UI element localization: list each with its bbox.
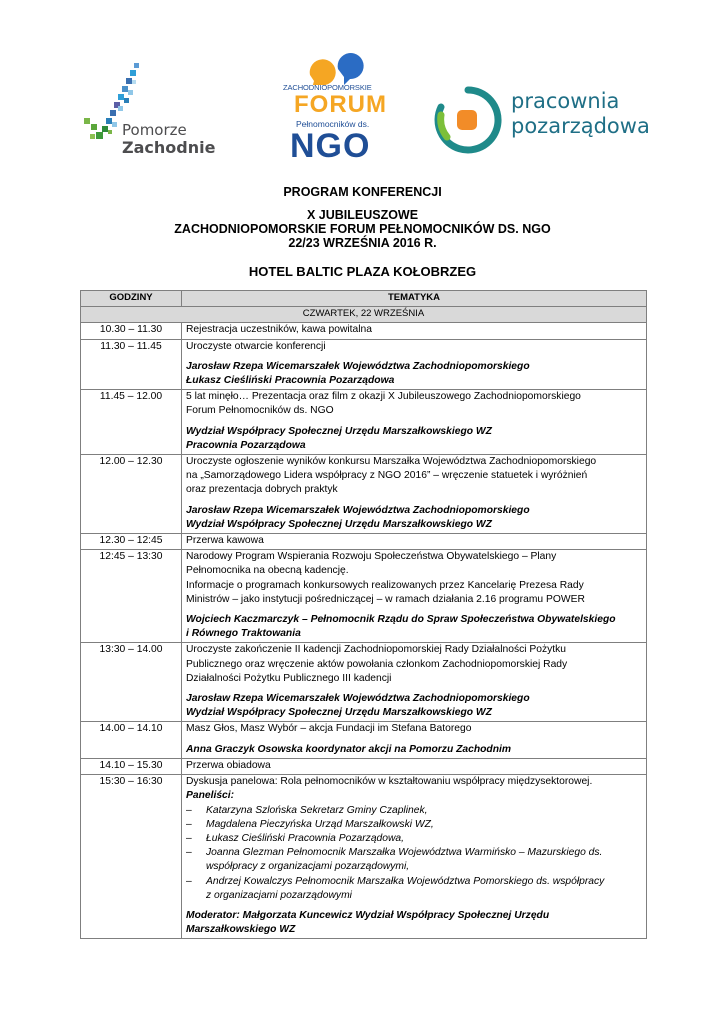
row-time: 11.30 – 11.45 bbox=[81, 339, 182, 390]
panelist-item bbox=[186, 846, 642, 874]
topic-line: Informacje o programach konkursowych realizowanych przez Kancelarię Prezesa Rady bbox=[186, 579, 584, 591]
jubilee-heading: X JUBILEUSZOWE bbox=[306, 208, 419, 222]
panelist-line: – Joanna Glezman Pełnomocnik Marszałka Województwa Warmińsko – Mazurskiego ds. bbox=[206, 847, 603, 859]
row-topic bbox=[182, 323, 647, 339]
row-topic bbox=[182, 455, 647, 534]
row-topic bbox=[182, 722, 647, 758]
speaker-line: Jarosław Rzepa Wicemarszałek Województwa Zachodniopomorskiego bbox=[186, 504, 530, 516]
topic-line: Forum Pełnomocników ds. NGO bbox=[186, 405, 334, 417]
schedule-rows bbox=[81, 323, 647, 775]
speaker-line: Jarosław Rzepa Wicemarszałek Województwa Zachodniopomorskiego bbox=[186, 693, 530, 705]
row-time: 15:30 – 16:30 bbox=[81, 775, 182, 939]
row-time: 12:45 – 13:30 bbox=[81, 550, 182, 643]
table-row bbox=[81, 339, 647, 390]
row-time: 11.45 – 12.00 bbox=[81, 390, 182, 455]
speaker-line: Łukasz Cieśliński Pracownia Pozarządowa bbox=[186, 375, 395, 387]
forum-logo-region: ZACHODNIOPOMORSKIE bbox=[283, 83, 372, 92]
table-row bbox=[81, 643, 647, 722]
table-row bbox=[81, 455, 647, 534]
speaker-line: Wydział Współpracy Społecznej Urzędu Marszałkowskiego WZ bbox=[186, 518, 492, 530]
moderator-line: Moderator: Małgorzata Kuncewicz Wydział Współpracy Społecznej Urzędu bbox=[186, 909, 550, 921]
topic-line: na „Samorządowego Lidera współpracy z NGO 2016” – wręczenie statuetek i wyróżnień bbox=[186, 470, 588, 482]
row-time: 12.30 – 12:45 bbox=[81, 534, 182, 550]
program-heading: PROGRAM KONFERENCJI bbox=[283, 185, 442, 199]
panelist-line: – Katarzyna Szlońska Sekretarz Gminy Czaplinek, bbox=[206, 804, 428, 816]
circle-square-icon bbox=[433, 85, 503, 155]
row-topic bbox=[182, 643, 647, 722]
program-table bbox=[80, 290, 647, 939]
pracownia-logo-line2: pozarządowa bbox=[511, 114, 650, 138]
column-header-time: GODZINY bbox=[81, 291, 182, 307]
speaker-line: Wydział Współpracy Społecznej Urzędu Marszałkowskiego WZ bbox=[186, 707, 492, 719]
panelist-line: – Łukasz Cieśliński Pracownia Pozarządowa, bbox=[206, 832, 405, 844]
panelists-label: Paneliści: bbox=[186, 790, 235, 802]
pracownia-logo-line1: pracownia bbox=[511, 89, 620, 113]
panelist-line: – Andrzej Kowalczys Pełnomocnik Marszałka Województwa Pomorskiego ds. współpracy bbox=[206, 875, 605, 887]
row-topic bbox=[182, 550, 647, 643]
panel-topic: Dyskusja panelowa: Rola pełnomocników w kształtowaniu współpracy międzysektorowej. bbox=[186, 776, 593, 788]
row-topic bbox=[182, 758, 647, 774]
speaker-line: Jarosław Rzepa Wicemarszałek Województwa Zachodniopomorskiego bbox=[186, 360, 530, 372]
forum-logo-subtitle: Pełnomocników ds. bbox=[296, 119, 370, 129]
topic-line: Przerwa obiadowa bbox=[186, 759, 271, 771]
table-row-panel bbox=[81, 775, 647, 939]
panelist-line: z organizacjami pozarządowymi bbox=[206, 889, 352, 901]
pomorze-zachodnie-logo bbox=[80, 60, 220, 160]
table-row bbox=[81, 534, 647, 550]
speaker-line: i Równego Traktowania bbox=[186, 628, 301, 640]
forum-logo-ngo: NGO bbox=[290, 127, 371, 165]
pomorze-logo-line1: Pomorze bbox=[122, 121, 187, 139]
panelist-line: – Magdalena Pieczyńska Urząd Marszałkowski WZ, bbox=[206, 818, 434, 830]
day-label: CZWARTEK, 22 WRZEŚNIA bbox=[81, 307, 647, 323]
table-header-row bbox=[81, 291, 647, 307]
logo-bar bbox=[0, 0, 725, 170]
row-topic bbox=[182, 775, 647, 939]
topic-line: Narodowy Program Wspierania Rozwoju Społeczeństwa Obywatelskiego – Plany bbox=[186, 551, 557, 563]
topic-line: Działalności Pożytku Publicznego III kadencji bbox=[186, 672, 392, 684]
moderator-line: Marszałkowskiego WZ bbox=[186, 924, 296, 936]
forum-logo-word: FORUM bbox=[294, 91, 387, 118]
row-topic bbox=[182, 390, 647, 455]
row-topic bbox=[182, 534, 647, 550]
speech-bubbles-icon bbox=[280, 45, 390, 85]
topic-line: Uroczyste zakończenie II kadencji Zachodniopomorskiej Rady Działalności Pożytku bbox=[186, 644, 567, 656]
topic-line: Ministrów – jako instytucji pośredniczącej – w ramach działania 2.16 programu POWER bbox=[186, 593, 585, 605]
speaker-line: Wojciech Kaczmarczyk – Pełnomocnik Rządu do Spraw Społeczeństwa Obywatelskiego bbox=[186, 614, 616, 626]
panelist-item bbox=[186, 818, 642, 832]
forum-name-heading: ZACHODNIOPOMORSKIE FORUM PEŁNOMOCNIKÓW DS. NGO bbox=[174, 222, 551, 236]
pracownia-pozarzadowa-logo bbox=[433, 85, 653, 165]
panelist-item bbox=[186, 875, 642, 903]
speaker-line: Pracownia Pozarządowa bbox=[186, 439, 306, 451]
topic-line: 5 lat minęło… Prezentacja oraz film z okazji X Jubileuszowego Zachodniopomorskiego bbox=[186, 391, 581, 403]
topic-line: oraz prezentacja dobrych praktyk bbox=[186, 484, 338, 496]
panelist-item bbox=[186, 832, 642, 846]
topic-line: Uroczyste otwarcie konferencji bbox=[186, 340, 326, 352]
topic-line: Rejestracja uczestników, kawa powitalna bbox=[186, 324, 373, 336]
row-time: 12.00 – 12.30 bbox=[81, 455, 182, 534]
table-row bbox=[81, 390, 647, 455]
table-row bbox=[81, 722, 647, 758]
row-time: 13:30 – 14.00 bbox=[81, 643, 182, 722]
topic-line: Masz Głos, Masz Wybór – akcja Fundacji im Stefana Batorego bbox=[186, 723, 472, 735]
topic-line: Pełnomocnika na obecną kadencję. bbox=[186, 565, 349, 577]
table-row bbox=[81, 550, 647, 643]
speaker-line: Wydział Współpracy Społecznej Urzędu Marszałkowskiego WZ bbox=[186, 425, 492, 437]
dates-heading: 22/23 WRZEŚNIA 2016 R. bbox=[288, 236, 437, 250]
row-time: 14.00 – 14.10 bbox=[81, 722, 182, 758]
panelist-item bbox=[186, 804, 642, 818]
panelist-line: współpracy z organizacjami pozarządowymi, bbox=[206, 861, 410, 873]
topic-line: Publicznego oraz wręczenie aktów powołania członkom Zachodniopomorskiej Rady bbox=[186, 658, 568, 670]
moderator bbox=[186, 909, 642, 937]
row-topic bbox=[182, 339, 647, 390]
pomorze-logo-line2: Zachodnie bbox=[122, 138, 216, 157]
forum-ngo-logo bbox=[280, 45, 390, 163]
hotel-heading: HOTEL BALTIC PLAZA KOŁOBRZEG bbox=[248, 264, 477, 279]
column-header-topic: TEMATYKA bbox=[182, 291, 647, 307]
day-row bbox=[81, 307, 647, 323]
topic-line: Przerwa kawowa bbox=[186, 535, 264, 547]
panelists-list bbox=[186, 804, 642, 903]
speaker-line: Anna Graczyk Osowska koordynator akcji na Pomorzu Zachodnim bbox=[186, 743, 512, 755]
row-time: 14.10 – 15.30 bbox=[81, 758, 182, 774]
topic-line: Uroczyste ogłoszenie wyników konkursu Marszałka Województwa Zachodniopomorskiego bbox=[186, 456, 597, 468]
table-row bbox=[81, 758, 647, 774]
row-time: 10.30 – 11.30 bbox=[81, 323, 182, 339]
table-row bbox=[81, 323, 647, 339]
